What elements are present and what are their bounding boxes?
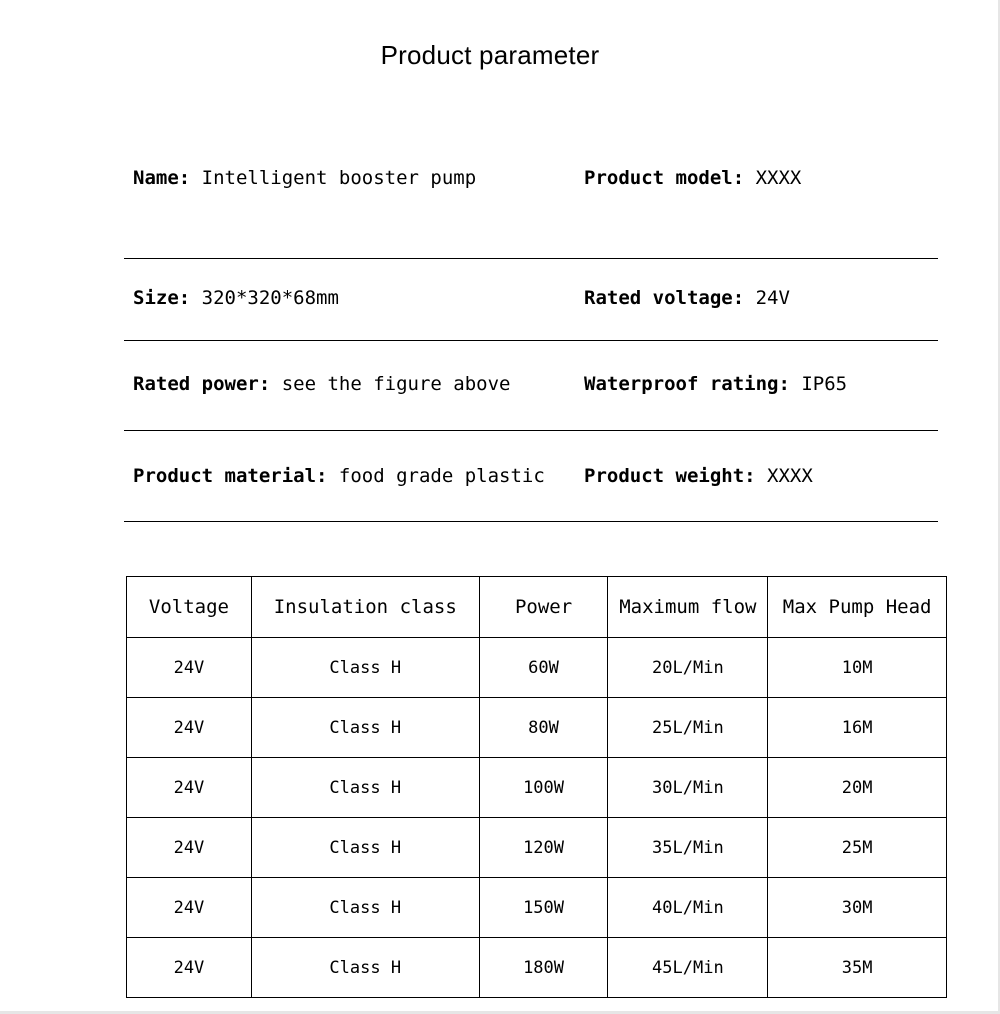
param-product-weight: Product weight: XXXX (584, 465, 813, 487)
cell-power: 180W (479, 938, 608, 998)
table-row (127, 878, 947, 938)
divider (124, 521, 938, 522)
column-header-power: Power (479, 577, 608, 638)
cell-insulation-class: Class H (251, 818, 479, 878)
table-header-row (127, 577, 947, 638)
cell-voltage: 24V (127, 638, 252, 698)
cell-insulation-class: Class H (251, 878, 479, 938)
cell-insulation-class: Class H (251, 638, 479, 698)
page-title: Product parameter (380, 40, 600, 70)
table-row (127, 698, 947, 758)
cell-insulation-class: Class H (251, 938, 479, 998)
cell-max-pump-head: 25M (768, 818, 947, 878)
cell-maximum-flow: 20L/Min (608, 638, 768, 698)
param-name: Name: Intelligent booster pump (133, 167, 477, 189)
cell-voltage: 24V (127, 938, 252, 998)
divider (124, 258, 938, 259)
cell-insulation-class: Class H (251, 758, 479, 818)
cell-maximum-flow: 35L/Min (608, 818, 768, 878)
param-product-material: Product material: food grade plastic (133, 465, 545, 487)
cell-power: 80W (479, 698, 608, 758)
param-size: Size: 320*320*68mm (133, 287, 339, 309)
table-row (127, 938, 947, 998)
param-waterproof-rating: Waterproof rating: IP65 (584, 373, 848, 395)
divider (124, 430, 938, 431)
cell-power: 120W (479, 818, 608, 878)
cell-voltage: 24V (127, 818, 252, 878)
cell-insulation-class: Class H (251, 698, 479, 758)
cell-maximum-flow: 40L/Min (608, 878, 768, 938)
cell-power: 150W (479, 878, 608, 938)
table-row (127, 818, 947, 878)
column-header-voltage: Voltage (127, 577, 252, 638)
cell-maximum-flow: 45L/Min (608, 938, 768, 998)
cell-max-pump-head: 10M (768, 638, 947, 698)
table-row (127, 758, 947, 818)
cell-max-pump-head: 16M (768, 698, 947, 758)
cell-max-pump-head: 35M (768, 938, 947, 998)
cell-max-pump-head: 30M (768, 878, 947, 938)
cell-maximum-flow: 25L/Min (608, 698, 768, 758)
cell-maximum-flow: 30L/Min (608, 758, 768, 818)
param-rated-power: Rated power: see the figure above (133, 373, 511, 395)
cell-power: 60W (479, 638, 608, 698)
cell-voltage: 24V (127, 878, 252, 938)
table-row (127, 638, 947, 698)
divider (124, 340, 938, 341)
column-header-max-pump-head: Max Pump Head (768, 577, 947, 638)
cell-voltage: 24V (127, 698, 252, 758)
param-product-model: Product model: XXXX (584, 167, 802, 189)
specs-table (126, 576, 947, 998)
param-rated-voltage: Rated voltage: 24V (584, 287, 790, 309)
cell-max-pump-head: 20M (768, 758, 947, 818)
column-header-maximum-flow: Maximum flow (608, 577, 768, 638)
cell-voltage: 24V (127, 758, 252, 818)
column-header-insulation-class: Insulation class (251, 577, 479, 638)
cell-power: 100W (479, 758, 608, 818)
